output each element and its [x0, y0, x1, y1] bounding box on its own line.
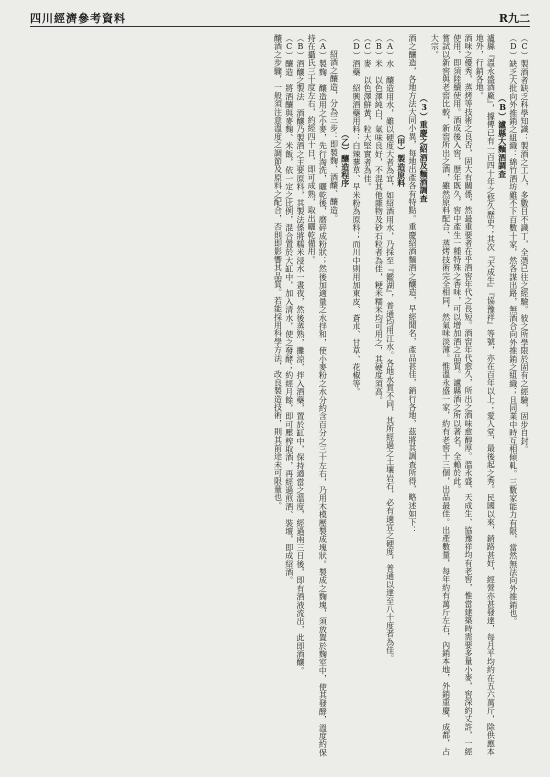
subheading-procedure: （乙）釀造程序 — [340, 130, 351, 188]
procedure-jiuniang: （B）酒釀之製法 酒釀乃製酒之主要原料，其製法係將糯米浸水一晝夜，然後蒸熟，攤涼，拌入酒藥，置於缸中，保持適當之溫度，經過兩三日後，即有酒液流出，此即酒釀。 — [295, 34, 305, 675]
header-rule — [30, 26, 530, 27]
procedure-koji: （A）製麴 釀造用之小麥，先行淘洗，曬乾後，磨碎成粉狀；然後加適量之水拌和，使小麥粉之水分約含百分之三十左右，乃用木模壓製成塊狀。製成之麴塊，須放置於麴室中，使其發酵，溫度約保持在攝氏三十度左右，約經四十日，即可成熟，取出曬乾備用。 — [307, 34, 328, 757]
material-water: （A）水 釀造用水，雖以硬度大者為宜，如紹酒用水，乃採至『鑑湖』，普通均用江水。各地水質不同，其所經過之土壤岩石，必有適宜之硬度，普通以達至八十度者為佳。 — [385, 34, 395, 663]
procedure-brewing: （C）釀造 將酒釀與麥麴、米飯，依一定之比例，混合置於大缸中，加入清水，使之發酵；約經月餘，即可壓榨取酒，再經過煎酒、裝壇，即成紹酒。 — [284, 34, 294, 585]
material-rice: （B）米 以色澤純白，氣味良好，不混其他雜物及砂石粒者為佳，粳米糯米均可用之，其硬度須高。 — [374, 34, 384, 404]
running-header-title: 四川經濟參考資料 — [30, 12, 126, 25]
subheading-materials: （甲）製造原料 — [396, 130, 407, 188]
section-heading-chongqing: （3）重慶之紹酒及麵酒調查 — [419, 94, 430, 203]
material-wheat: （C）麥 以色澤鮮黃，粒大堅實者為佳。 — [363, 34, 373, 191]
page-reference: R九二 — [498, 12, 530, 25]
procedure-notes: 釀酒之步驟，一般須注意溫度之調節及原料之配合，否則即影響其品質。若能採用科學方法，改良製造技術，則其前途未可限量也。 — [273, 34, 283, 510]
procedure-overview: 紹酒之釀造，分為三步：即製麴、酒釀、釀造。 — [329, 50, 339, 223]
paragraph-c: （C）製酒者缺乏科學知識：製酒之工人，多數目不識丁，全憑已往之經驗。彼之所學限於固有之經驗，固步自封。 — [520, 34, 529, 454]
vertical-text-body — [30, 34, 530, 759]
paragraph-luzhou-history: 瀘縣『溫永盛酒廠』，據傳已有一百四十年之悠久歷史；其次『天成生』『協豫祥』等號，亦在百年以上；愛人堂，最後起之秀。民國以來，銷路甚好，經營亦甚發達，每月平均約在五六萬斤，除供應本地外，行銷各地。 — [475, 34, 496, 756]
paragraph-d: （D）缺乏大批向外推銷之組織：綿竹酒坊雖不下百數十家，然各謀出路，無酒合向外推銷之組織；且同業中時互相傾軋。三數家能力有限，當然無法向外推銷也。 — [508, 34, 518, 626]
section-heading-luzhou: （B）瀘縣大麵酒調查 — [497, 94, 508, 178]
paragraph-cellar: 酒味之優秀，蒸烤等技術之良否，固大有關係，然最重要者在乎酒窖年代之長短。酒窖年代愈久，所出之酒味愈醇厚。溫永盛、天成生、協豫祥均有老窖，惟當建築時需要多量小麥，窖深約丈許，一經使用，即須陸續使用。酒成後入窖，歷年既久，窖中產生一種特殊之香味，可以增加酒之品質。瀘縣酒之所以著名，全賴於此。 — [452, 34, 473, 756]
paragraph-brewing-intro: 酒之釀造，各地方法大同小異，每地出產各有特點。重慶紹酒麵酒之釀造，早經聞名，產品甚佳，銷行各地，茲將其調查所得，略述如下： — [407, 34, 417, 535]
paragraph-new-old-cellar: 嘗試以新窖與老窖比較，新窖所出之酒，雖然原料配合、蒸烤技術完全相同，然氣味淡薄。惟溫永盛一家，約有老窖十三個，出品最佳。出產數量，每年約有萬斤左右，內銷本地，外銷重慶、成都，占大宗。 — [430, 34, 451, 756]
material-yeast: （D）酒藥 紹興酒藥用料：白辣蓼草、早米粉為原料；而川中則用加東皮、蒼朮、甘草、花椒等。 — [351, 34, 361, 396]
